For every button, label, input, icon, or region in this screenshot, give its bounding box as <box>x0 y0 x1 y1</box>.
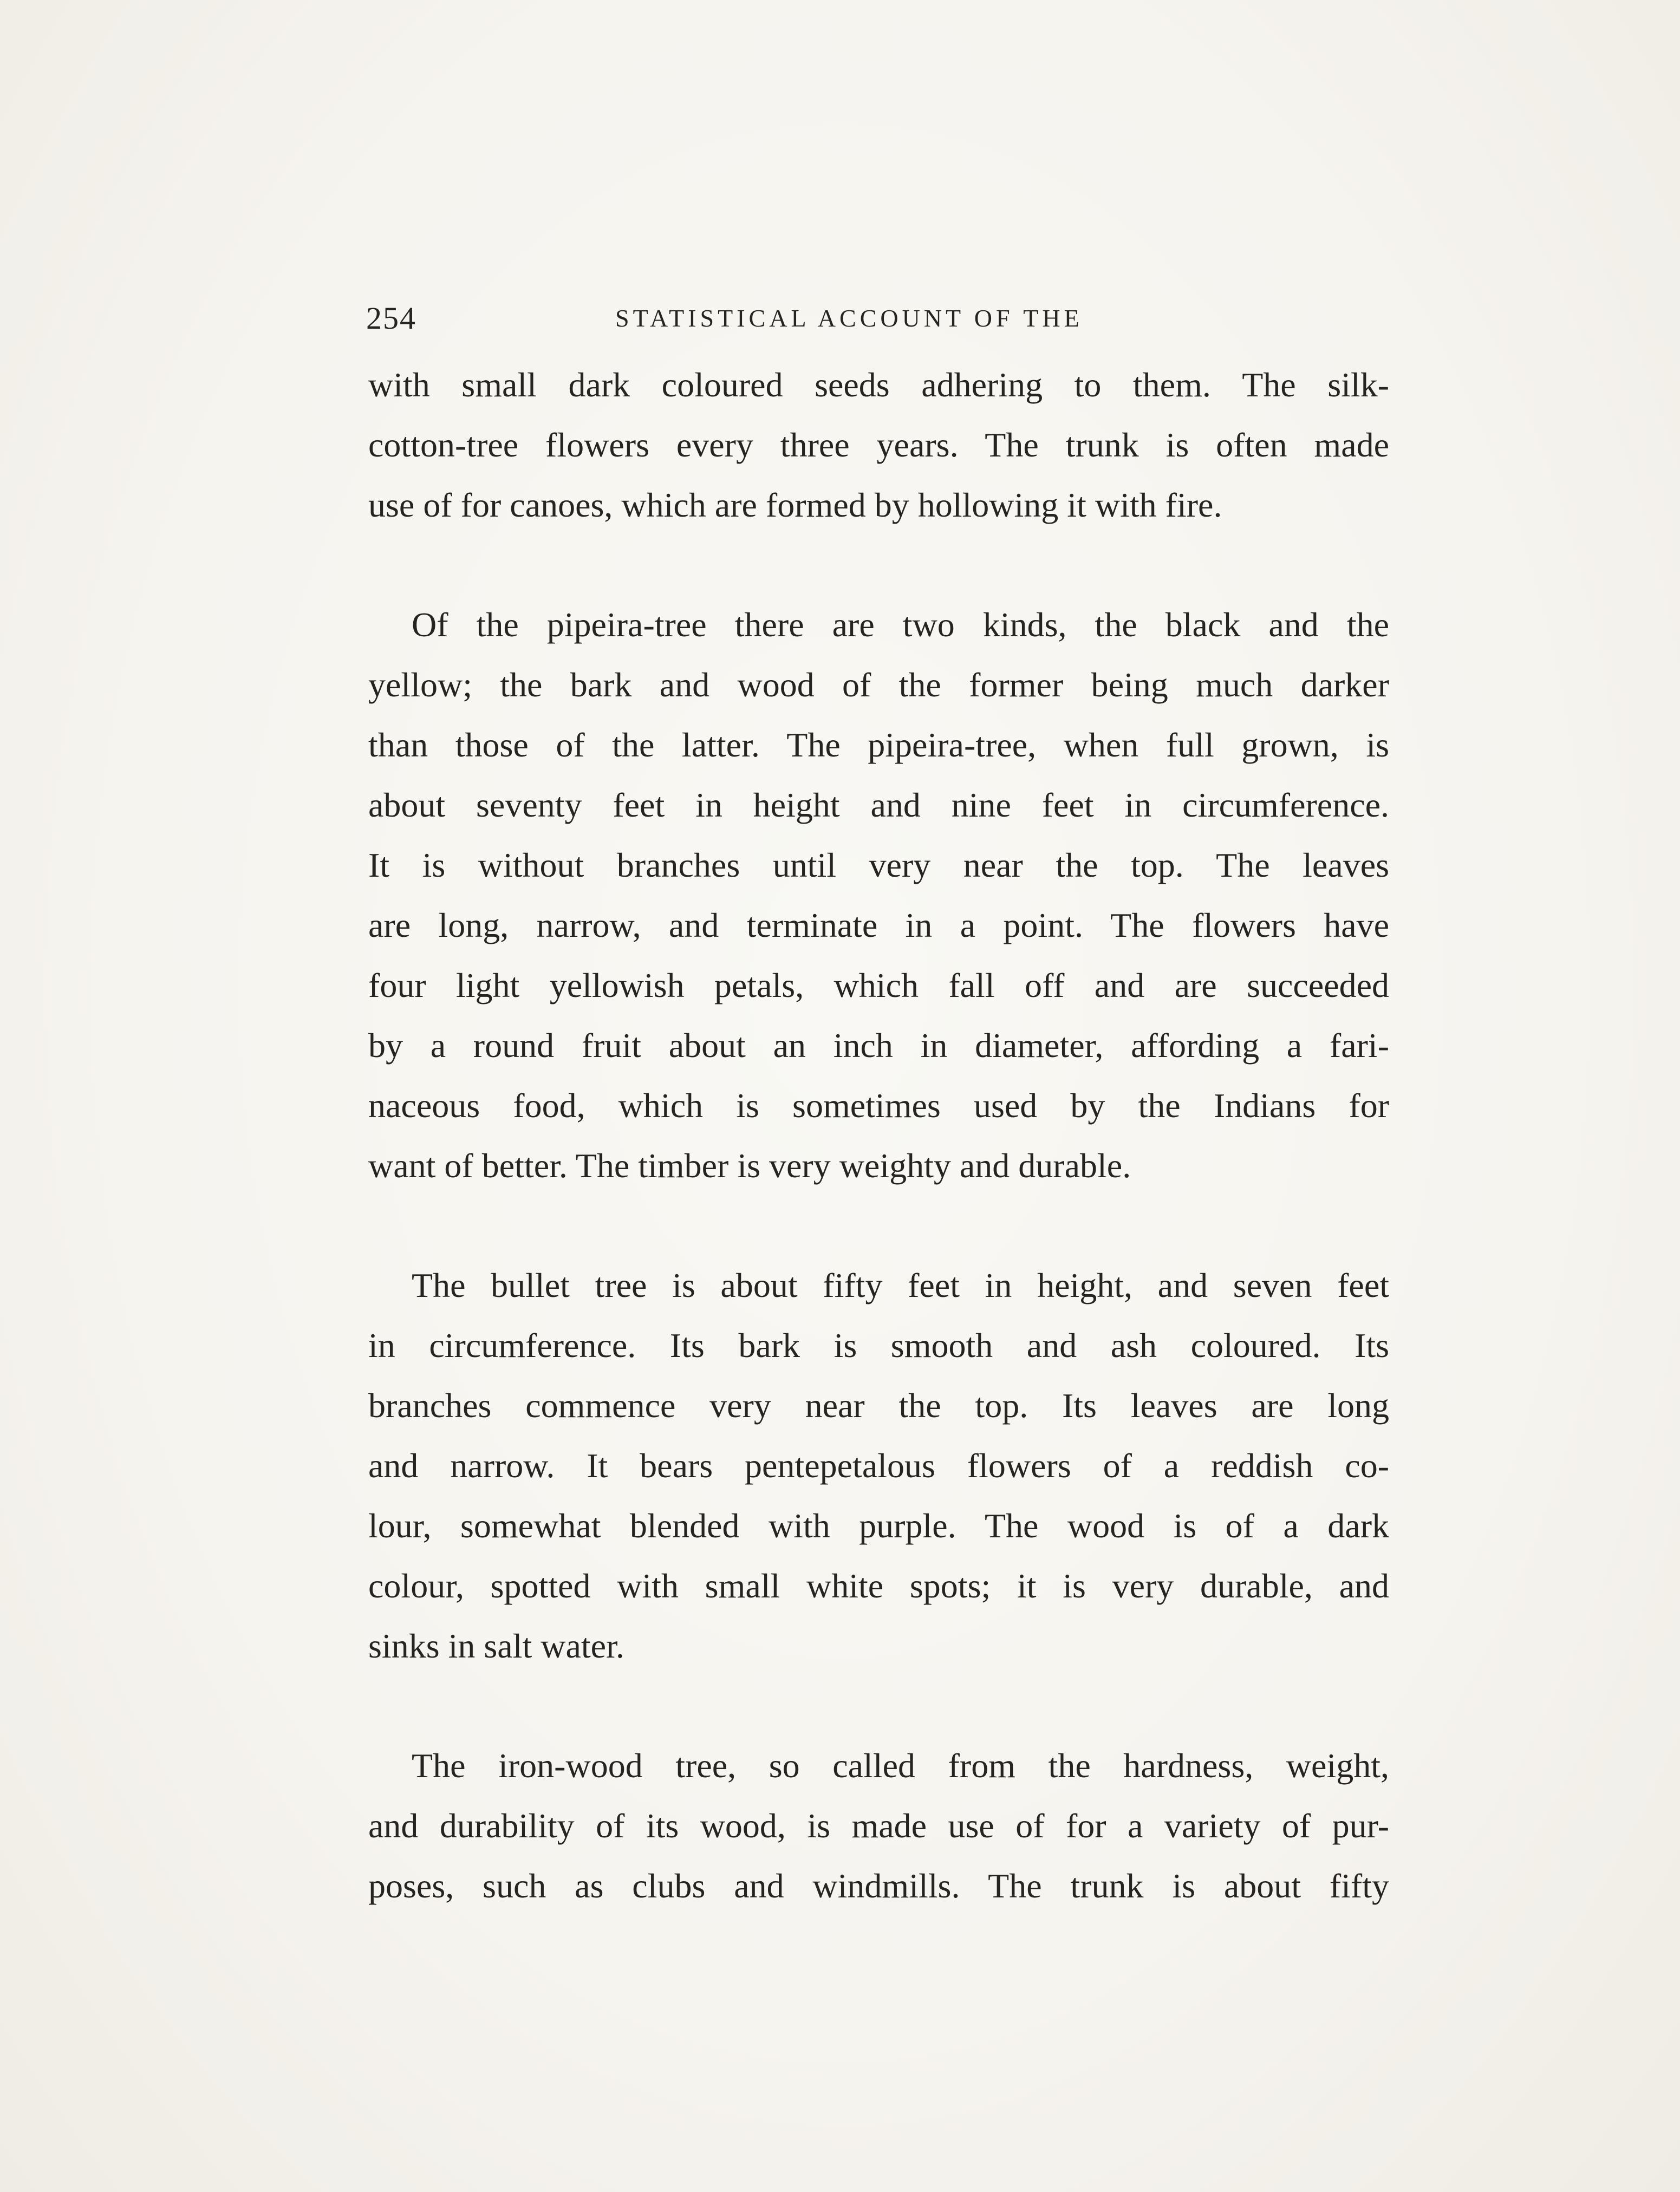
text-line: poses, such as clubs and windmills. The trunk is about fifty <box>368 1867 1389 1905</box>
page-header <box>366 297 1390 340</box>
paragraph-gap <box>368 1676 1389 1736</box>
paragraph-gap <box>368 535 1389 595</box>
page-number: 254 <box>366 301 416 336</box>
body-text <box>368 355 1389 1916</box>
text-line: use of for canoes, which are formed by hollowing it with fire. <box>368 486 1222 524</box>
text-line: in circumference. Its bark is smooth and ash coloured. Its <box>368 1326 1389 1365</box>
text-line: The bullet tree is about fifty feet in height, and seven feet <box>412 1266 1389 1304</box>
text-line: sinks in salt water. <box>368 1627 624 1665</box>
paragraph-gap <box>368 1196 1389 1255</box>
paragraph <box>368 595 1389 1196</box>
text-line: by a round fruit about an inch in diameter, affording a fari- <box>368 1026 1389 1065</box>
text-line: Of the pipeira-tree there are two kinds, the black and the <box>412 605 1389 644</box>
running-head: STATISTICAL ACCOUNT OF THE <box>615 304 1083 332</box>
text-line: are long, narrow, and terminate in a point. The flowers have <box>368 906 1389 944</box>
text-line: branches commence very near the top. Its leaves are long <box>368 1386 1389 1425</box>
text-line: than those of the latter. The pipeira-tree, when full grown, is <box>368 726 1389 764</box>
paragraph <box>368 1736 1389 1916</box>
text-line: lour, somewhat blended with purple. The wood is of a dark <box>368 1506 1389 1545</box>
text-line: naceous food, which is sometimes used by the Indians for <box>368 1086 1389 1125</box>
text-line: The iron-wood tree, so called from the hardness, weight, <box>412 1746 1389 1785</box>
text-line: cotton-tree flowers every three years. The trunk is often made <box>368 426 1389 464</box>
text-line: and narrow. It bears pentepetalous flowers of a reddish co- <box>368 1446 1389 1485</box>
text-line: and durability of its wood, is made use of for a variety of pur- <box>368 1806 1389 1845</box>
text-line: four light yellowish petals, which fall off and are succeeded <box>368 966 1389 1004</box>
text-line: about seventy feet in height and nine feet in circumference. <box>368 786 1389 824</box>
paragraph <box>368 355 1389 535</box>
paragraph <box>368 1255 1389 1676</box>
text-line: want of better. The timber is very weighty and durable. <box>368 1146 1131 1185</box>
text-line: yellow; the bark and wood of the former being much darker <box>368 666 1389 704</box>
text-line: It is without branches until very near the top. The leaves <box>368 846 1389 884</box>
text-line: colour, spotted with small white spots; it is very durable, and <box>368 1567 1389 1605</box>
text-line: with small dark coloured seeds adhering to them. The silk- <box>368 366 1389 404</box>
